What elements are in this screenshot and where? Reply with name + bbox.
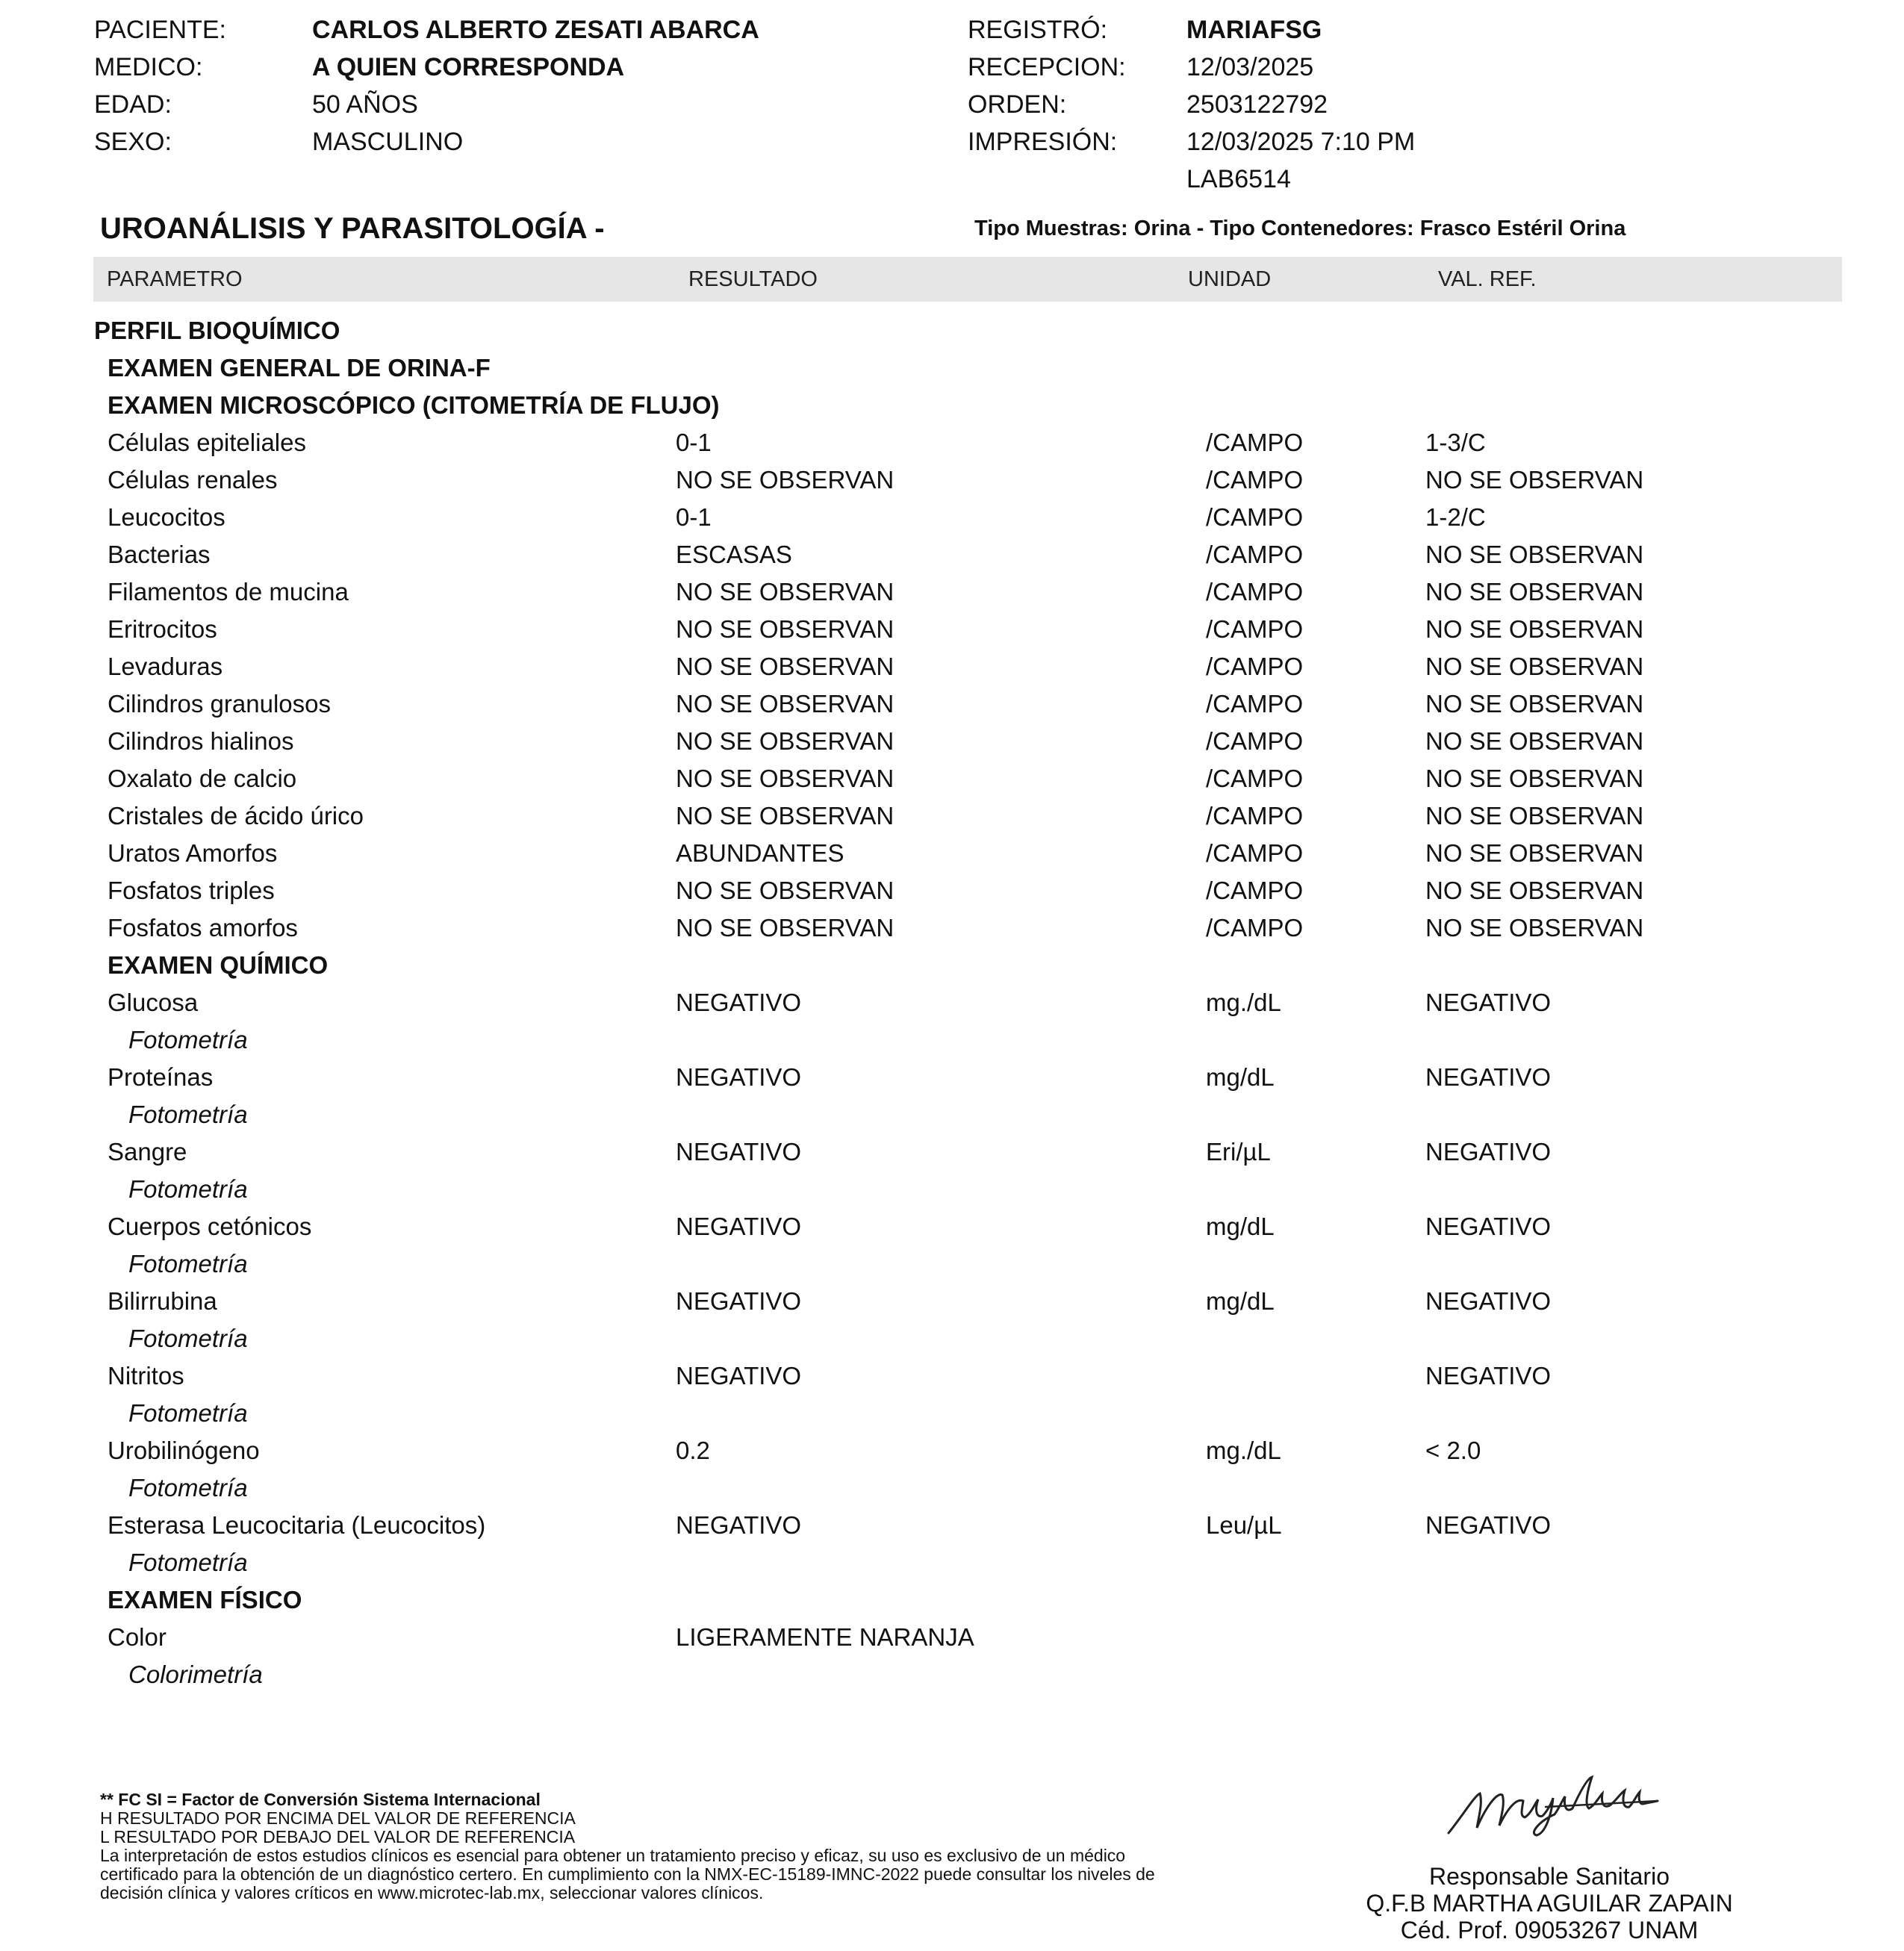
unit-value: /CAMPO	[1206, 914, 1304, 942]
parameter-name: Oxalato de calcio	[108, 765, 297, 792]
table-row	[0, 1357, 1904, 1395]
registered-by-label: REGISTRÓ:	[968, 16, 1108, 44]
method-label: Fotometría	[128, 1474, 248, 1502]
parameter-name: Cilindros granulosos	[108, 690, 331, 718]
unit-value: mg/dL	[1206, 1287, 1275, 1315]
reference-value: NO SE OBSERVAN	[1425, 802, 1644, 830]
table-row	[0, 1619, 1904, 1656]
section-title: EXAMEN GENERAL DE ORINA-F	[108, 354, 491, 382]
signature-image	[1434, 1762, 1673, 1844]
parameter-name: Levaduras	[108, 653, 223, 680]
section-row	[0, 312, 1904, 349]
unit-value: /CAMPO	[1206, 727, 1304, 755]
unit-value: /CAMPO	[1206, 541, 1304, 568]
parameter-name: Proteínas	[108, 1063, 214, 1091]
reference-value: NEGATIVO	[1425, 1511, 1552, 1539]
reference-value: NO SE OBSERVAN	[1425, 839, 1644, 867]
parameter-name: Cristales de ácido úrico	[108, 802, 364, 830]
method-row	[0, 1656, 1904, 1693]
result-value: 0-1	[676, 503, 712, 531]
result-value: 0.2	[676, 1437, 710, 1464]
method-label: Colorimetría	[128, 1661, 263, 1688]
parameter-name: Sangre	[108, 1138, 187, 1166]
section-title: EXAMEN QUÍMICO	[108, 951, 329, 979]
registered-by-value: MARIAFSG	[1186, 16, 1322, 44]
section-row	[0, 1581, 1904, 1619]
result-value: NEGATIVO	[676, 989, 802, 1016]
reference-value: NEGATIVO	[1425, 1138, 1552, 1166]
result-value: NO SE OBSERVAN	[676, 653, 895, 680]
reference-value: NO SE OBSERVAN	[1425, 727, 1644, 755]
unit-value: /CAMPO	[1206, 802, 1304, 830]
method-row	[0, 1320, 1904, 1357]
result-value: NEGATIVO	[676, 1138, 802, 1166]
header-result: RESULTADO	[688, 267, 818, 291]
parameter-name: Cilindros hialinos	[108, 727, 294, 755]
sex-label: SEXO:	[94, 128, 172, 156]
parameter-name: Uratos Amorfos	[108, 839, 278, 867]
result-value: NEGATIVO	[676, 1511, 802, 1539]
unit-value: mg/dL	[1206, 1213, 1275, 1240]
reference-value: NO SE OBSERVAN	[1425, 466, 1644, 494]
unit-value: /CAMPO	[1206, 429, 1304, 456]
table-row	[0, 573, 1904, 611]
age-value: 50 AÑOS	[312, 90, 418, 119]
section-title: EXAMEN FÍSICO	[108, 1586, 302, 1614]
age-label: EDAD:	[94, 90, 172, 119]
table-row	[0, 424, 1904, 461]
unit-value: Eri/µL	[1206, 1138, 1271, 1166]
table-row	[0, 461, 1904, 499]
parameter-name: Urobilinógeno	[108, 1437, 260, 1464]
reference-value: NO SE OBSERVAN	[1425, 877, 1644, 904]
reference-value: 1-3/C	[1425, 429, 1486, 456]
table-row	[0, 648, 1904, 685]
parameter-name: Células epiteliales	[108, 429, 306, 456]
fc-note: ** FC SI = Factor de Conversión Sistema Internacional	[100, 1790, 541, 1809]
table-row	[0, 1133, 1904, 1171]
sample-type: Tipo Muestras: Orina - Tipo Contenedores: Frasco Estéril Orina	[974, 217, 1626, 240]
disclaimer-line-1: La interpretación de estos estudios clínicos es esencial para obtener un tratamiento preciso y eficaz, su uso es exclusivo de un médico	[100, 1846, 1126, 1865]
order-number: 2503122792	[1186, 90, 1328, 119]
method-label: Fotometría	[128, 1325, 248, 1352]
header-param: PARAMETRO	[107, 267, 243, 291]
reference-value: 1-2/C	[1425, 503, 1486, 531]
disclaimer-line-2: certificado para la obtención de un diagnóstico certero. En cumplimiento con la NMX-EC-15189-IMNC-2022 puede consultar los niveles de	[100, 1864, 1155, 1884]
table-row	[0, 1432, 1904, 1469]
table-row	[0, 909, 1904, 947]
reference-value: NEGATIVO	[1425, 1213, 1552, 1240]
parameter-name: Fosfatos amorfos	[108, 914, 298, 942]
header-unit: UNIDAD	[1188, 267, 1272, 291]
parameter-name: Nitritos	[108, 1362, 184, 1390]
method-label: Fotometría	[128, 1399, 248, 1427]
result-value: ESCASAS	[676, 541, 792, 568]
patient-label: PACIENTE:	[94, 16, 226, 44]
table-row	[0, 1059, 1904, 1096]
result-value: NO SE OBSERVAN	[676, 690, 895, 718]
parameter-name: Glucosa	[108, 989, 199, 1016]
unit-value: /CAMPO	[1206, 466, 1304, 494]
table-row	[0, 536, 1904, 573]
signature-role: Responsable Sanitario	[1429, 1863, 1670, 1890]
parameter-name: Leucocitos	[108, 503, 225, 531]
parameter-name: Bacterias	[108, 541, 211, 568]
reception-date: 12/03/2025	[1186, 53, 1314, 81]
signature-name: Q.F.B MARTHA AGUILAR ZAPAIN	[1366, 1890, 1733, 1917]
unit-value: /CAMPO	[1206, 690, 1304, 718]
table-header-bar	[93, 257, 1842, 302]
parameter-name: Fosfatos triples	[108, 877, 275, 904]
result-value: NEGATIVO	[676, 1362, 802, 1390]
doctor-label: MEDICO:	[94, 53, 203, 81]
parameter-name: Eritrocitos	[108, 615, 217, 643]
method-label: Fotometría	[128, 1026, 248, 1054]
signature-license: Céd. Prof. 09053267 UNAM	[1400, 1917, 1699, 1944]
reception-label: RECEPCION:	[968, 53, 1126, 81]
high-note: H RESULTADO POR ENCIMA DEL VALOR DE REFERENCIA	[100, 1808, 576, 1828]
unit-value: /CAMPO	[1206, 578, 1304, 606]
parameter-name: Células renales	[108, 466, 278, 494]
table-row	[0, 797, 1904, 835]
parameter-name: Esterasa Leucocitaria (Leucocitos)	[108, 1511, 486, 1539]
table-row	[0, 872, 1904, 909]
result-value: NEGATIVO	[676, 1213, 802, 1240]
reference-value: NEGATIVO	[1425, 989, 1552, 1016]
section-title: PERFIL BIOQUÍMICO	[94, 317, 340, 344]
header-ref: VAL. REF.	[1438, 267, 1537, 291]
method-row	[0, 1021, 1904, 1059]
table-row	[0, 1283, 1904, 1320]
section-row	[0, 387, 1904, 424]
table-row	[0, 835, 1904, 872]
section-row	[0, 947, 1904, 984]
reference-value: NO SE OBSERVAN	[1425, 914, 1644, 942]
table-row	[0, 685, 1904, 723]
result-value: NO SE OBSERVAN	[676, 765, 895, 792]
table-row	[0, 1208, 1904, 1245]
reference-value: NO SE OBSERVAN	[1425, 765, 1644, 792]
unit-value: /CAMPO	[1206, 615, 1304, 643]
study-title: UROANÁLISIS Y PARASITOLOGÍA -	[100, 212, 605, 245]
low-note: L RESULTADO POR DEBAJO DEL VALOR DE REFERENCIA	[100, 1827, 576, 1846]
method-label: Fotometría	[128, 1250, 248, 1278]
unit-value: /CAMPO	[1206, 839, 1304, 867]
method-row	[0, 1096, 1904, 1133]
reference-value: NO SE OBSERVAN	[1425, 615, 1644, 643]
method-row	[0, 1245, 1904, 1283]
unit-value: mg./dL	[1206, 1437, 1281, 1464]
doctor-name: A QUIEN CORRESPONDA	[312, 53, 625, 81]
print-datetime: 12/03/2025 7:10 PM	[1186, 128, 1416, 156]
reference-value: NO SE OBSERVAN	[1425, 541, 1644, 568]
unit-value: /CAMPO	[1206, 877, 1304, 904]
parameter-name: Cuerpos cetónicos	[108, 1213, 312, 1240]
table-row	[0, 760, 1904, 797]
table-row	[0, 611, 1904, 648]
reference-value: NEGATIVO	[1425, 1063, 1552, 1091]
unit-value: /CAMPO	[1206, 503, 1304, 531]
result-value: 0-1	[676, 429, 712, 456]
reference-value: NEGATIVO	[1425, 1362, 1552, 1390]
parameter-name: Color	[108, 1623, 167, 1651]
reference-value: < 2.0	[1425, 1437, 1481, 1464]
result-value: ABUNDANTES	[676, 839, 844, 867]
lab-code: LAB6514	[1186, 165, 1291, 193]
unit-value: mg/dL	[1206, 1063, 1275, 1091]
parameter-name: Bilirrubina	[108, 1287, 217, 1315]
method-row	[0, 1544, 1904, 1581]
result-value: NO SE OBSERVAN	[676, 727, 895, 755]
result-value: NO SE OBSERVAN	[676, 802, 895, 830]
method-label: Fotometría	[128, 1175, 248, 1203]
section-row	[0, 349, 1904, 387]
print-label: IMPRESIÓN:	[968, 128, 1118, 156]
reference-value: NO SE OBSERVAN	[1425, 690, 1644, 718]
disclaimer-line-3: decisión clínica y valores críticos en www.microtec-lab.mx, seleccionar valores clínicos.	[100, 1883, 764, 1902]
table-row	[0, 984, 1904, 1021]
table-row	[0, 499, 1904, 536]
method-row	[0, 1395, 1904, 1432]
result-value: NO SE OBSERVAN	[676, 615, 895, 643]
result-value: NO SE OBSERVAN	[676, 877, 895, 904]
sex-value: MASCULINO	[312, 128, 464, 156]
table-row	[0, 723, 1904, 760]
reference-value: NO SE OBSERVAN	[1425, 578, 1644, 606]
result-value: NO SE OBSERVAN	[676, 578, 895, 606]
result-value: NEGATIVO	[676, 1287, 802, 1315]
result-value: NEGATIVO	[676, 1063, 802, 1091]
method-row	[0, 1171, 1904, 1208]
unit-value: Leu/µL	[1206, 1511, 1282, 1539]
patient-name: CARLOS ALBERTO ZESATI ABARCA	[312, 16, 759, 44]
unit-value: /CAMPO	[1206, 653, 1304, 680]
unit-value: mg./dL	[1206, 989, 1281, 1016]
method-label: Fotometría	[128, 1549, 248, 1576]
reference-value: NEGATIVO	[1425, 1287, 1552, 1315]
result-value: LIGERAMENTE NARANJA	[676, 1623, 974, 1651]
reference-value: NO SE OBSERVAN	[1425, 653, 1644, 680]
method-label: Fotometría	[128, 1101, 248, 1128]
table-row	[0, 1507, 1904, 1544]
result-value: NO SE OBSERVAN	[676, 914, 895, 942]
method-row	[0, 1469, 1904, 1507]
section-title: EXAMEN MICROSCÓPICO (CITOMETRÍA DE FLUJO)	[108, 391, 720, 419]
unit-value: /CAMPO	[1206, 765, 1304, 792]
result-value: NO SE OBSERVAN	[676, 466, 895, 494]
parameter-name: Filamentos de mucina	[108, 578, 349, 606]
order-label: ORDEN:	[968, 90, 1067, 119]
